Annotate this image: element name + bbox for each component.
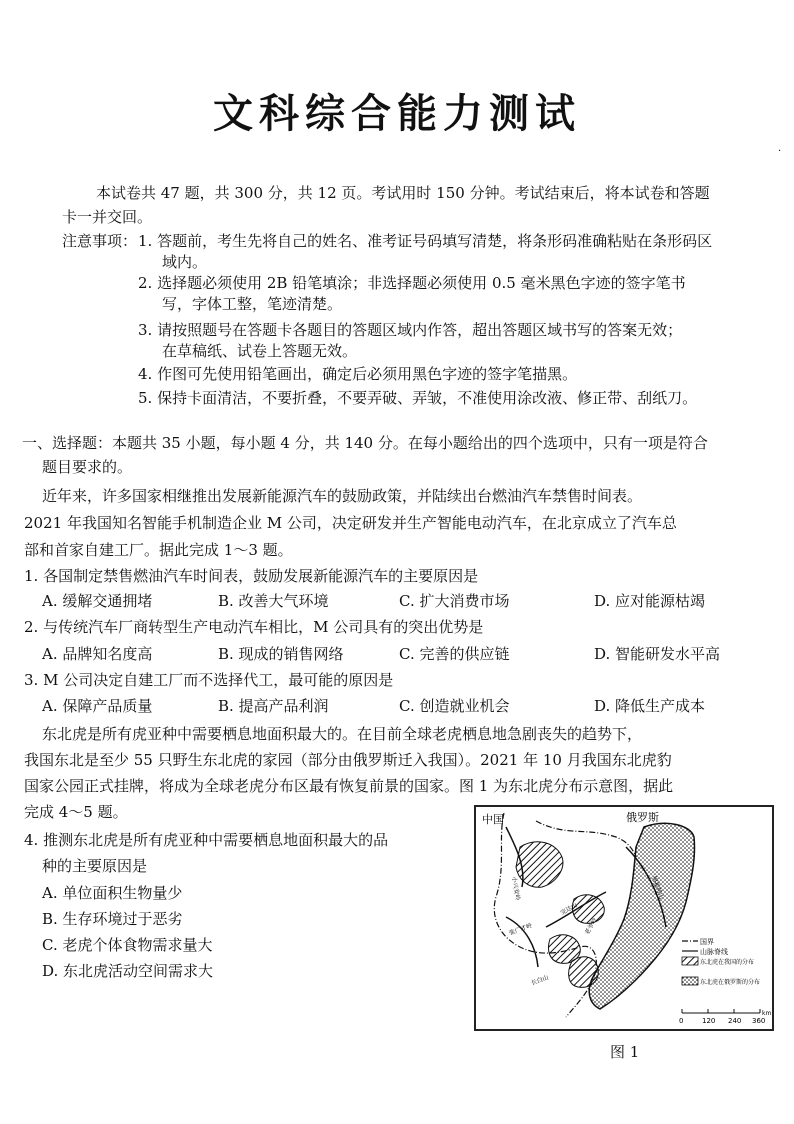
russia-distribution-area [589, 823, 694, 1009]
page-title: 文科综合能力测试 [213, 90, 581, 137]
map-scale-bar [682, 1009, 760, 1013]
question-3-option-b: B. 提高产品利润 [218, 697, 329, 715]
question-3-stem: 3. M 公司决定自建工厂而不选择代工，最可能的原因是 [24, 671, 394, 689]
map-label-range-6: 锡霍特山 [650, 875, 665, 901]
map-label-range-3: 完达山 [559, 901, 579, 917]
question-1-option-b: B. 改善大气环境 [218, 592, 329, 610]
tiger-distribution-map [474, 805, 774, 1031]
question-4-option-c: C. 老虎个体食物需求量大 [42, 936, 213, 954]
question-1-option-d: D. 应对能源枯竭 [594, 592, 706, 610]
question-2-option-b: B. 现成的销售网络 [218, 645, 344, 663]
map-legend [682, 941, 698, 985]
question-4-stem-line-1: 4. 推测东北虎是所有虎亚种中需要栖息地面积最大的品 [24, 831, 389, 849]
china-distribution-patch-2 [572, 895, 604, 923]
passage-2-line-4: 完成 4～5 题。 [24, 803, 128, 821]
question-2-options [42, 644, 772, 664]
note-2-line-1: 2. 选择题必须使用 2B 铅笔填涂；非选择题必须使用 0.5 毫米黑色字迹的签字笔书 [138, 274, 686, 292]
note-3-line-2: 在草稿纸、试卷上答题无效。 [162, 342, 358, 360]
question-1-option-c: C. 扩大消费市场 [399, 592, 510, 610]
question-3-option-d: D. 降低生产成本 [594, 697, 706, 715]
scale-label-120: 120 [702, 1017, 716, 1025]
passage-2-line-3: 国家公园正式挂牌，将成为全球老虎分布区最有恢复前景的国家。图 1 为东北虎分布示意图，据此 [24, 777, 674, 795]
scale-label-240: 240 [728, 1017, 742, 1025]
map-label-china: 中国 [482, 813, 504, 826]
note-1-line-1: 1. 答题前，考生先将自己的姓名、准考证号码填写清楚，将条形码准确粘贴在条形码区 [138, 232, 713, 250]
passage-1-line-3: 部和首家自建工厂。据此完成 1～3 题。 [24, 541, 293, 559]
map-label-range-4: 老爷岭 [583, 916, 599, 936]
question-2-option-c: C. 完善的供应链 [399, 645, 510, 663]
section-1-header-line-2: 题目要求的。 [42, 458, 133, 476]
question-4-stem-line-2: 种的主要原因是 [42, 857, 148, 875]
map-label-russia: 俄罗斯 [626, 811, 659, 824]
passage-1-line-1: 近年来，许多国家相继推出发展新能源汽车的鼓励政策，并陆续出台燃油汽车禁售时间表。 [42, 487, 643, 505]
section-1-header-line-1: 一、选择题：本题共 35 小题，每小题 4 分，共 140 分。在每小题给出的四个选项中，只有一项是符合 [22, 434, 708, 452]
note-4-line-1: 4. 作图可先使用铅笔画出，确定后必须用黑色字迹的签字笔描黑。 [138, 365, 578, 383]
notes-label: 注意事项： [62, 232, 138, 250]
legend-china-dist-label: 东北虎在我国的分布 [700, 959, 755, 966]
intro-line-1: 本试卷共 47 题，共 300 分，共 12 页。考试用时 150 分钟。考试结束后，将本试卷和答题 [96, 184, 710, 202]
note-5-line-1: 5. 保持卡面清洁，不要折叠，不要弄破、弄皱，不准使用涂改液、修正带、刮纸刀。 [138, 389, 698, 407]
scale-label-360: 360 [752, 1017, 766, 1025]
question-4-option-d: D. 东北虎活动空间需求大 [42, 962, 214, 980]
note-3-line-1: 3. 请按照题号在答题卡各题目的答题区域内作答，超出答题区域书写的答案无效； [138, 321, 683, 339]
question-2-option-d: D. 智能研发水平高 [594, 645, 721, 663]
question-2-option-a: A. 品牌知名度高 [42, 645, 153, 663]
question-1-options [42, 591, 772, 611]
question-1-stem: 1. 各国制定禁售燃油汽车时间表，鼓励发展新能源汽车的主要原因是 [24, 567, 479, 585]
question-1-option-a: A. 缓解交通拥堵 [42, 592, 153, 610]
passage-2-line-1: 东北虎是所有虎亚种中需要栖息地面积最大的。在目前全球老虎栖息地急剧丧失的趋势下， [42, 725, 643, 743]
figure-caption: 图 1 [610, 1043, 640, 1061]
margin-mark: · [778, 146, 782, 157]
map-label-range-5: 长白山 [530, 974, 550, 987]
question-4-option-a: A. 单位面积生物量少 [42, 884, 183, 902]
china-distribution-patch-1 [516, 842, 563, 887]
map-label-range-2: 张广才岭 [508, 922, 534, 937]
passage-2-line-2: 我国东北是至少 55 只野生东北虎的家园（部分由俄罗斯迁入我国）。2021 年 10 月我国东北虎豹 [24, 751, 672, 769]
map-svg [476, 807, 772, 1029]
map-label-range-1: 小兴安岭 [510, 876, 522, 901]
scale-unit: km [762, 1010, 772, 1017]
intro-line-2: 卡一并交回。 [62, 208, 153, 226]
passage-1-line-2: 2021 年我国知名智能手机制造企业 M 公司，决定研发并生产智能电动汽车，在北京成立了汽车总 [24, 514, 677, 532]
china-distribution-patch-4 [569, 957, 599, 987]
note-1-line-2: 域内。 [162, 253, 208, 271]
note-2-line-2: 写，字体工整，笔迹清楚。 [162, 295, 343, 313]
question-3-options [42, 696, 772, 716]
question-2-stem: 2. 与传统汽车厂商转型生产电动汽车相比，M 公司具有的突出优势是 [24, 618, 484, 636]
legend-russia-dist-label: 东北虎在俄罗斯的分布 [700, 979, 761, 986]
question-3-option-c: C. 创造就业机会 [399, 697, 510, 715]
question-4-option-b: B. 生存环境过于恶劣 [42, 910, 183, 928]
legend-border-label: 国界 [700, 938, 714, 946]
legend-ridge-label: 山脉脊线 [700, 948, 728, 956]
scale-label-0: 0 [679, 1017, 684, 1025]
question-3-option-a: A. 保障产品质量 [42, 697, 153, 715]
